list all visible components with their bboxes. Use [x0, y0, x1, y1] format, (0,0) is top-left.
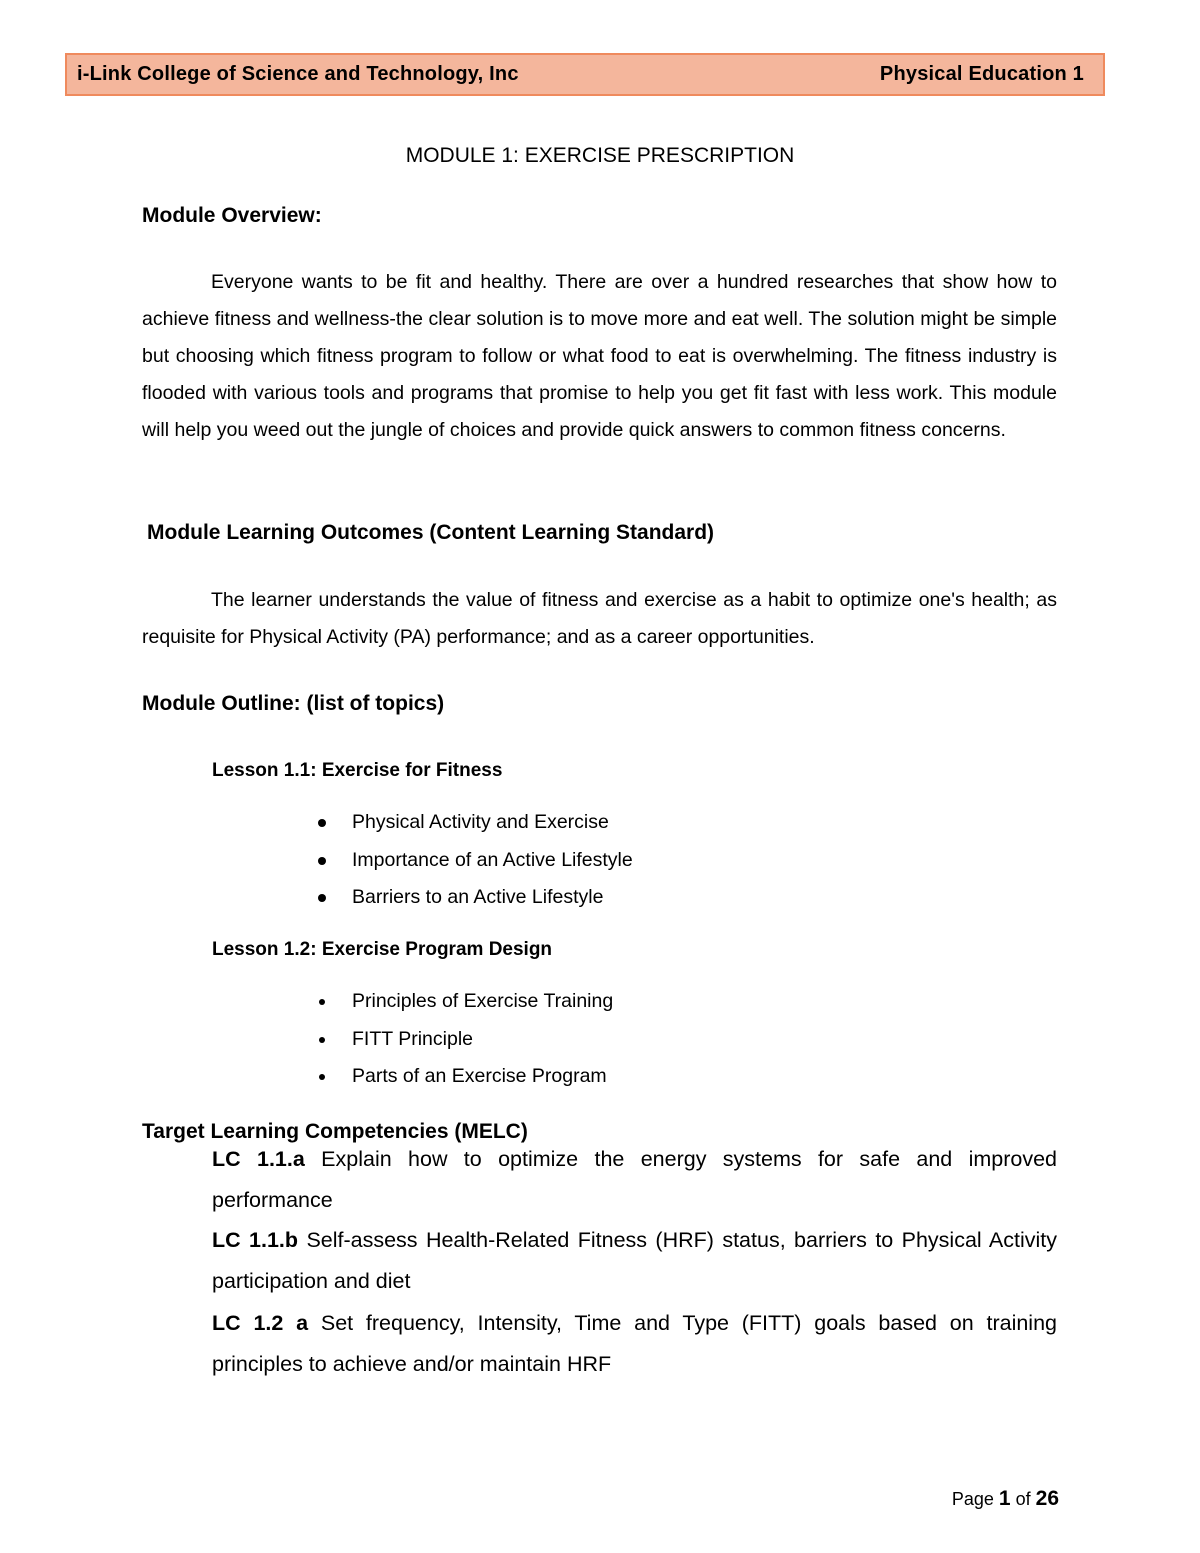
- list-item: Parts of an Exercise Program: [312, 1058, 613, 1096]
- lesson-title: Lesson 1.1: Exercise for Fitness: [212, 760, 503, 781]
- competency-item: [212, 1303, 1057, 1384]
- competency-text: Explain how to optimize the energy systems for safe and improved performance: [212, 1147, 1058, 1212]
- competency-code: LC 1.1.b: [212, 1228, 299, 1252]
- bullet-icon: [318, 819, 326, 827]
- outcomes-text: The learner understands the value of fitness and exercise as a habit to optimize one's health; as requisite for Physical Activity (PA) performance; and as a career opportunities.: [142, 589, 1057, 648]
- competency-text: Self-assess Health-Related Fitness (HRF) status, barriers to Physical Activity participation and diet: [212, 1228, 1057, 1293]
- bullet-icon: [318, 857, 326, 865]
- competency-code: LC 1.2 a: [212, 1311, 309, 1335]
- bullet-icon: [319, 999, 325, 1005]
- school-name: i-Link College of Science and Technology, Inc: [77, 63, 519, 85]
- overview-heading: Module Overview:: [142, 204, 322, 227]
- list-item: FITT Principle: [312, 1021, 613, 1059]
- competency-text: Set frequency, Intensity, Time and Type (FITT) goals based on training principles to achieve and/or maintain HRF: [212, 1311, 1057, 1376]
- list-item: Barriers to an Active Lifestyle: [312, 879, 633, 917]
- header-band: [65, 53, 1105, 96]
- course-name: Physical Education 1: [879, 63, 1084, 85]
- competency-item: [212, 1220, 1057, 1301]
- outcomes-heading: Module Learning Outcomes (Content Learning Standard): [147, 521, 715, 544]
- competency-item: [212, 1139, 1057, 1220]
- list-item: Principles of Exercise Training: [312, 983, 613, 1021]
- list-item: Physical Activity and Exercise: [312, 804, 633, 842]
- bullet-icon: [318, 894, 326, 902]
- competency-code: LC 1.1.a: [212, 1147, 305, 1171]
- outline-heading: Module Outline: (list of topics): [142, 692, 445, 715]
- topic-list: [312, 804, 633, 917]
- overview-text: Everyone wants to be fit and healthy. There are over a hundred researches that show how to achieve fitness and wellness-the clear solution is to move more and eat well. The solution might be simple but choosing which fitness program to follow or what food to eat is overwhelming. The fitness industry is flooded with various tools and programs that promise to help you get fit fast with less work. This module will help you weed out the jungle of choices and provide quick answers to common fitness concerns.: [142, 271, 1057, 441]
- module-title: MODULE 1: EXERCISE PRESCRIPTION: [405, 144, 795, 167]
- lesson-title: Lesson 1.2: Exercise Program Design: [212, 939, 553, 960]
- bullet-icon: [319, 1037, 325, 1043]
- list-item: Importance of an Active Lifestyle: [312, 842, 633, 880]
- topic-list: [312, 983, 613, 1096]
- page-number: Page 1 of 26: [951, 1487, 1059, 1510]
- bullet-icon: [319, 1074, 325, 1080]
- competencies-heading: Target Learning Competencies (MELC): [142, 1120, 528, 1143]
